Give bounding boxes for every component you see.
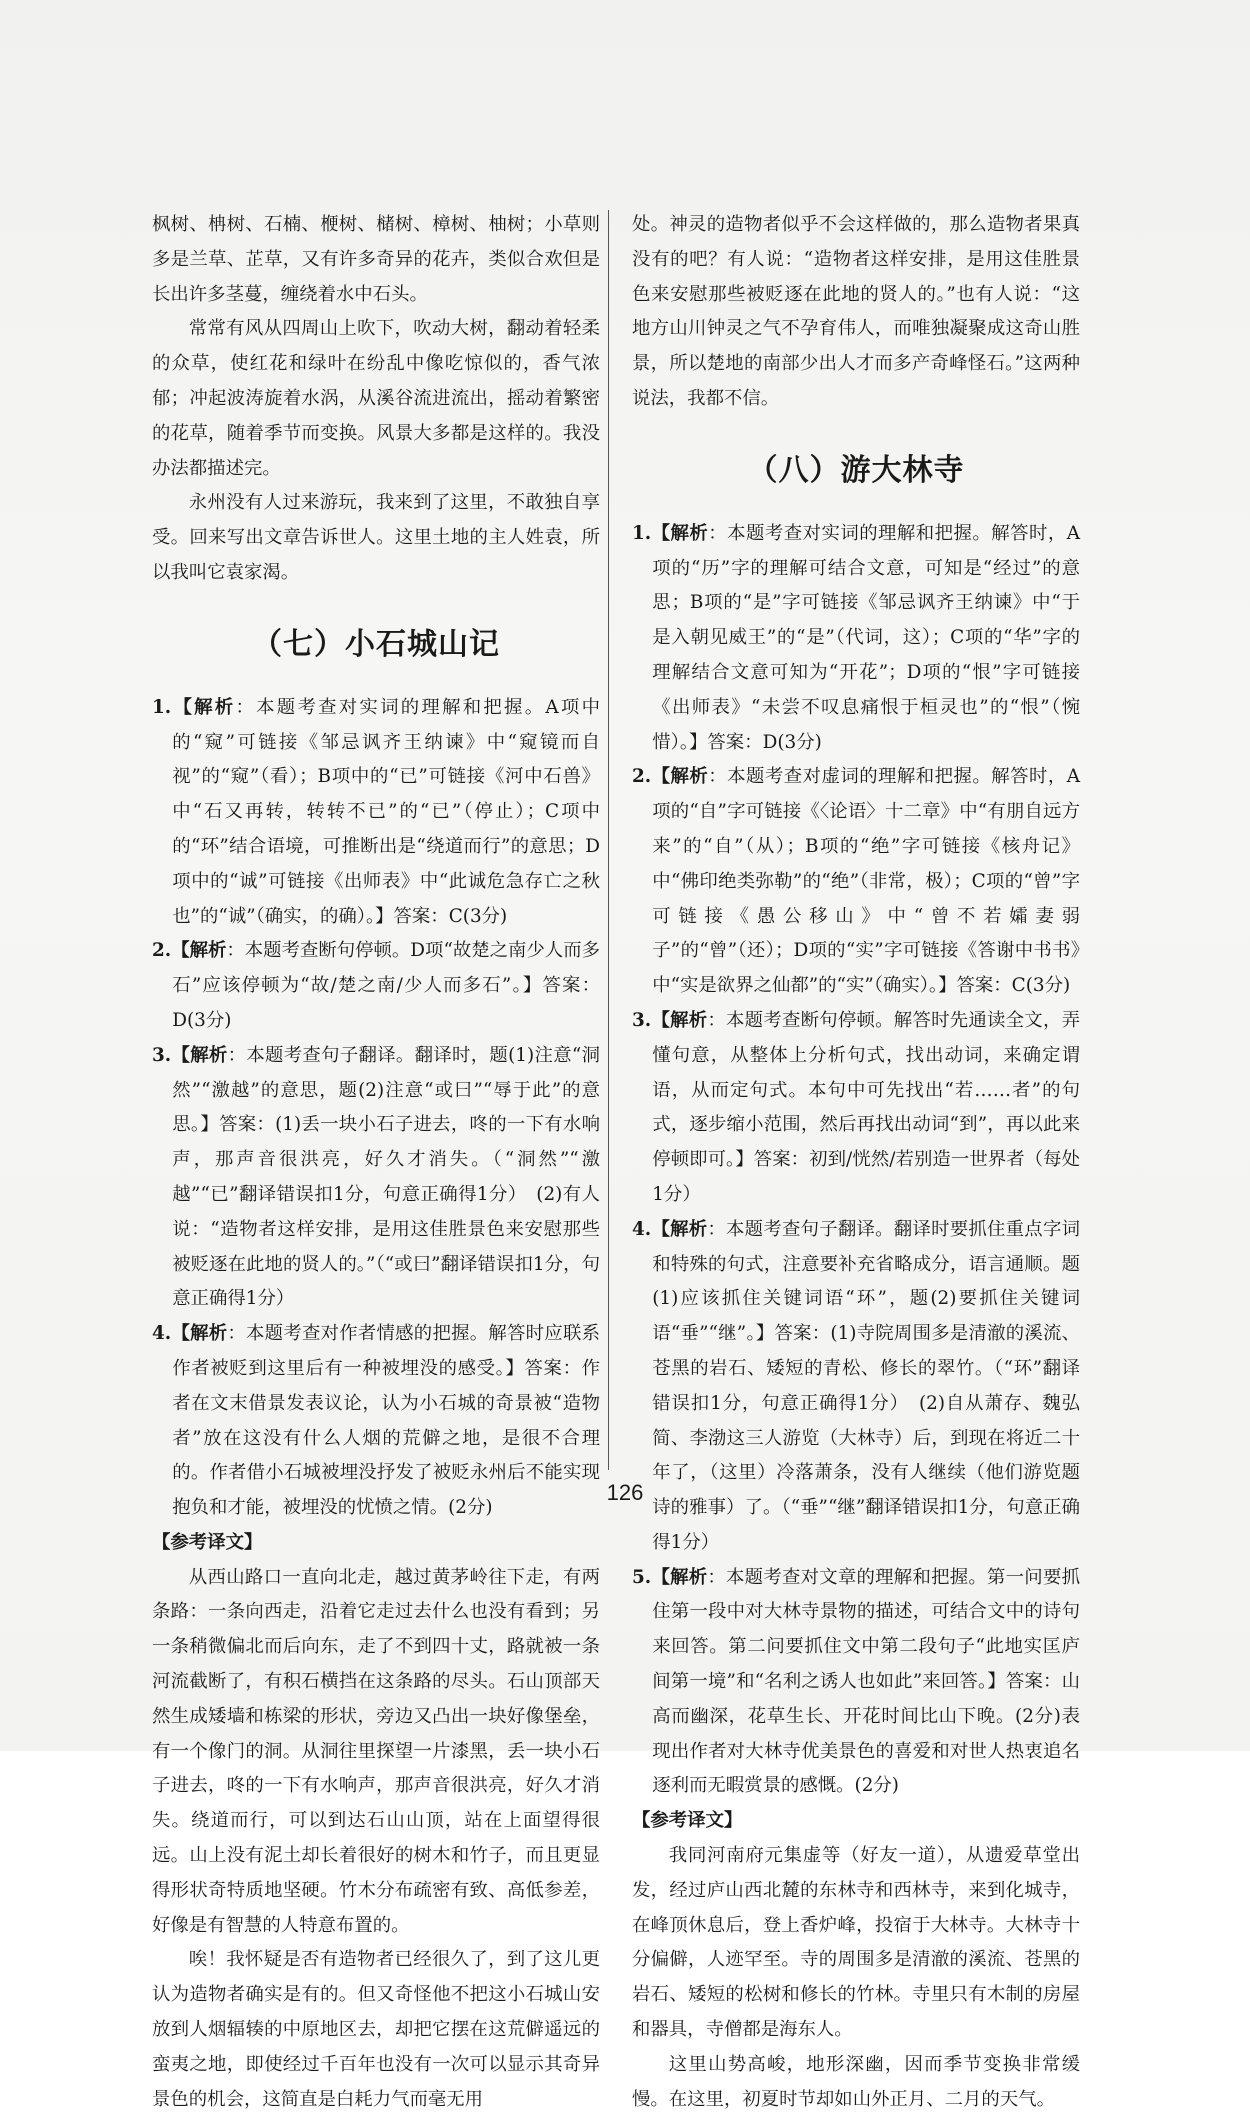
- question-number: 2.: [632, 766, 652, 788]
- question-text: ：本题考查句子翻译。翻译时，题(1)注意“洞然”“激越”的意思，题(2)注意“或曰”“辱于此”的意思。】答案：(1)丢一块小石子进去，咚的一下有水响声，那声音很洪亮，好久才消失。（“洞然”“激越”“已”翻译错误扣1分，句意正确得1分） (2)有人说：“造物者这样安排，是用这佳胜景色来安慰那些被贬逐在此地的贤人的。”（“或曰”翻译错误扣1分，句意正确得1分）: [172, 1044, 600, 1310]
- question-number: 4.: [152, 1323, 172, 1345]
- question-number: 2.: [152, 940, 172, 962]
- left-intro-paragraph-2: 常常有风从四周山上吹下，吹动大树，翻动着轻柔的众草，使红花和绿叶在纷乱中像吃惊似的，香气浓郁；冲起波涛旋着水涡，从溪谷流进流出，摇动着繁密的花草，随着季节而变换。风景大多都是这样的。我没办法都描述完。: [152, 318, 600, 479]
- question-2: [632, 760, 1080, 1004]
- question-text: ：本题考查断句停顿。解答时先通读全文，弄懂句意，从整体上分析句式，找出动词，来确定谓语，从而定句式。本句中可先找出“若……者”的句式，逐步缩小范围，然后再找出动词“到”，再以此来停顿即可。】答案：初到/恍然/若别造一世界者（每处1分）: [652, 1009, 1080, 1205]
- analysis-tag: 【解析: [171, 1044, 228, 1066]
- left-column: [152, 208, 600, 2117]
- page-number: 126: [606, 1480, 644, 1505]
- question-3: [152, 1039, 600, 1317]
- reference-translation-label: 【参考译文】: [632, 1810, 743, 1832]
- question-number: 5.: [632, 1566, 652, 1588]
- right-column: [632, 208, 1080, 2117]
- translation-paragraph-2: 唉！我怀疑是否有造物者已经很久了，到了这儿更认为造物者确实是有的。但又奇怪他不把这小石城山安放到人烟辐辏的中原地区去，却把它摆在这荒僻遥远的蛮夷之地，即使经过千百年也没有一次可以显示其奇异景色的机会，这简直是白耗力气而毫无用: [152, 1949, 600, 2110]
- reference-translation-label: 【参考译文】: [152, 1531, 263, 1553]
- question-number: 1.: [632, 522, 652, 544]
- analysis-tag: 【解析: [651, 1009, 708, 1031]
- question-text: ：本题考查对实词的理解和把握。解答时，A项的“历”字的理解可结合文意，可知是“经过”的意思；B项的“是”字可链接《邹忌讽齐王纳谏》中“于是入朝见威王”的“是”（代词，这）；C项的“华”字的理解结合文意可知为“开花”；D项的“恨”字可链接《出师表》“未尝不叹息痛恨于桓灵也”的“恨”（惋惜）。】答案：D(3分): [652, 522, 1080, 753]
- analysis-tag: 【解析: [171, 696, 236, 718]
- question-text: ：本题考查断句停顿。D项“故楚之南少人而多石”应该停顿为“故/楚之南/少人而多石”。】答案：D(3分): [172, 940, 600, 1031]
- analysis-tag: 【解析: [171, 940, 227, 962]
- question-text: ：本题考查对虚词的理解和把握。解答时，A项的“自”字可链接《〈论语〉十二章》中“有朋自远方来”的“自”（从）；B项的“绝”字可链接《核舟记》中“佛印绝类弥勒”的“绝”（非常，极）；C项的“曾”字可链接《愚公移山》中“曾不若孀妻弱子”的“曾”（还）；D项的“实”字可链接《答谢中书书》中“实是欲界之仙都”的“实”（确实）。】答案：C(3分): [652, 766, 1080, 997]
- question-4: [632, 1213, 1080, 1561]
- question-text: ：本题考查句子翻译。翻译时要抓住重点字词和特殊的句式，注意要补充省略成分，语言通顺。题(1)应该抓住关键词语“环”，题(2)要抓住关键词语“垂”“继”。】答案：(1)寺院周围多是清澈的溪流、苍黑的岩石、矮短的青松、修长的翠竹。（“环”翻译错误扣1分，句意正确得1分） (2)自从萧存、魏弘简、李渤这三人游览（大林寺）后，到现在将近二十年了，（这里）冷落萧条，没有人继续（他们游览题诗的雅事）了。（“垂”“继”翻译错误扣1分，句意正确得1分）: [652, 1218, 1080, 1553]
- section-title-7: （七）小石城山记: [252, 626, 500, 662]
- analysis-tag: 【解析: [651, 522, 709, 544]
- question-number: 3.: [152, 1044, 172, 1066]
- right-intro-paragraph-1: 处。神灵的造物者似乎不会这样做的，那么造物者果真没有的吧？有人说：“造物者这样安排，是用这佳胜景色来安慰那些被贬逐在此地的贤人的。”也有人说：“这地方山川钟灵之气不孕育伟人，而唯独凝聚成这奇山胜景，所以楚地的南部少出人才而多产奇峰怪石。”这两种说法，我都不信。: [632, 214, 1080, 409]
- translation-paragraph-1: 我同河南府元集虚等（好友一道），从遗爱草堂出发，经过庐山西北麓的东林寺和西林寺，来到化城寺，在峰顶休息后，登上香炉峰，投宿于大林寺。大林寺十分偏僻，人迹罕至。寺的周围多是清澈的溪流、苍黑的岩石、矮短的松树和修长的竹林。寺里只有木制的房屋和器具，寺僧都是海东人。: [632, 1845, 1080, 2041]
- question-1: [152, 691, 600, 935]
- question-text: ：本题考查对文章的理解和把握。第一问要抓住第一段中对大林寺景物的描述，可结合文中的诗句来回答。第二问要抓住文中第二段句子“此地实匡庐间第一境”和“名利之诱人也如此”来回答。】答案：山高而幽深，花草生长、开花时间比山下晚。(2分)表现出作者对大林寺优美景色的喜爱和对世人热衷追名逐利而无暇赏景的感慨。(2分): [652, 1566, 1080, 1797]
- question-number: 1.: [152, 696, 172, 718]
- question-3: [632, 1004, 1080, 1213]
- question-5: [632, 1561, 1080, 1805]
- analysis-tag: 【解析: [651, 1566, 708, 1588]
- section-title-8: （八）游大林寺: [747, 452, 965, 488]
- question-2: [152, 934, 600, 1038]
- left-intro-paragraph-1: 枫树、柟树、石楠、楩树、槠树、樟树、柚树；小草则多是兰草、芷草，又有许多奇异的花卉，类似合欢但是长出许多茎蔓，缠绕着水中石头。: [152, 214, 600, 305]
- analysis-tag: 【解析: [651, 766, 709, 788]
- translation-paragraph-1: 从西山路口一直向北走，越过黄茅岭往下走，有两条路：一条向西走，沿着它走过去什么也没有看到；另一条稍微偏北而后向东，走了不到四十丈，路就被一条河流截断了，有积石横挡在这条路的尽头。石山顶部天然生成矮墙和栋梁的形状，旁边又凸出一块好像堡垒，有一个像门的洞。从洞往里探望一片漆黑，丢一块小石子进去，咚的一下有水响声，那声音很洪亮，好久才消失。绕道而行，可以到达石山山顶，站在上面望得很远。山上没有泥土却长着很好的树木和竹子，而且更显得形状奇特质地坚硬。竹木分布疏密有致、高低参差，好像是有智慧的人特意布置的。: [152, 1566, 600, 1936]
- question-text: ：本题考查对实词的理解和把握。A项中的“窥”可链接《邹忌讽齐王纳谏》中“窥镜而自视”的“窥”（看）；B项中的“已”可链接《河中石兽》中“石又再转，转转不已”的“已”（停止）；C项中的“环”结合语境，可推断出是“绕道而行”的意思；D项中的“诚”可链接《出师表》中“此诚危急存亡之秋也”的“诚”（确实，的确）。】答案：C(3分): [172, 696, 600, 927]
- translation-paragraph-2: 这里山势高峻，地形深幽，因而季节变换非常缓慢。在这里，初夏时节却如山外正月、二月的天气。: [632, 2053, 1080, 2110]
- analysis-tag: 【解析: [651, 1218, 708, 1240]
- analysis-tag: 【解析: [171, 1323, 228, 1345]
- question-text: ：本题考查对作者情感的把握。解答时应联系作者被贬到这里后有一种被埋没的感受。】答案：作者在文末借景发表议论，认为小石城的奇景被“造物者”放在这没有什么人烟的荒僻之地，是很不合理的。作者借小石城被埋没抒发了被贬永州后不能实现抱负和才能，被埋没的忧愤之情。(2分): [172, 1323, 600, 1519]
- question-1: [632, 517, 1080, 761]
- left-intro-paragraph-3: 永州没有人过来游玩，我来到了这里，不敢独自享受。回来写出文章告诉世人。这里土地的主人姓袁，所以我叫它袁家渴。: [152, 492, 600, 583]
- question-number: 3.: [632, 1009, 652, 1031]
- question-number: 4.: [632, 1218, 652, 1240]
- column-divider: [608, 210, 609, 1470]
